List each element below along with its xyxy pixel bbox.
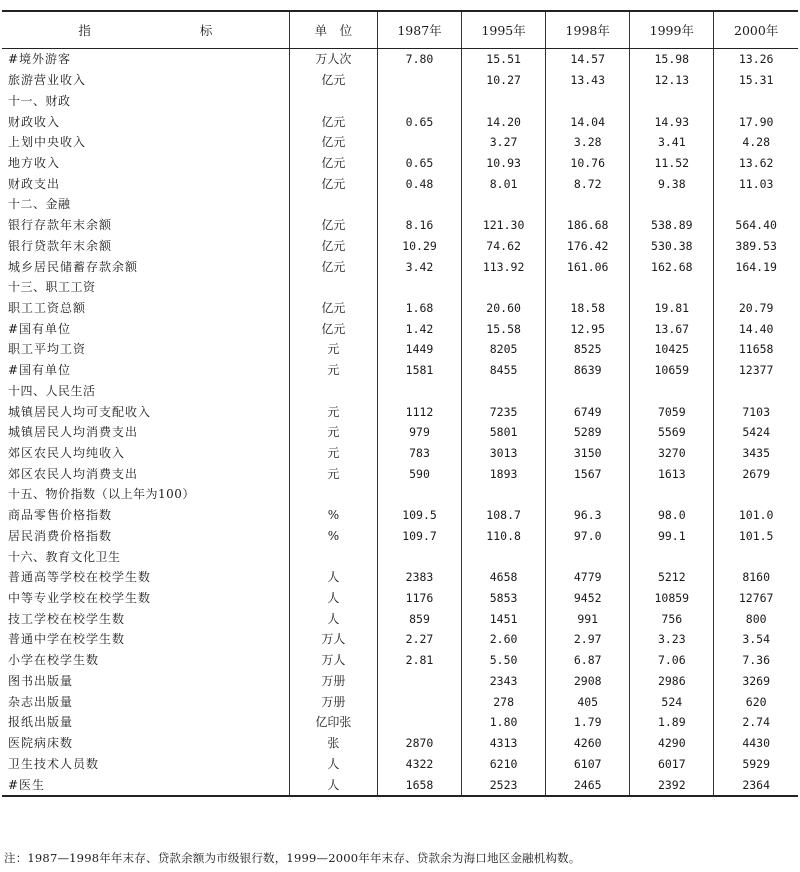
cell-2000: 2.74 [714,712,798,733]
cell-1987: 2383 [377,567,461,588]
cell-1987: 590 [377,463,461,484]
table-row [2,588,798,609]
header-year-1999: 1999年 [630,11,714,49]
table-row [2,505,798,526]
table-row [2,629,798,650]
cell-1987 [377,194,461,215]
cell-1987 [377,70,461,91]
cell-2000: 12767 [714,588,798,609]
cell-indicator: 十三、职工工资 [8,280,96,295]
cell-1987 [377,277,461,298]
table-row [2,318,798,339]
cell-1995: 8455 [462,360,546,381]
cell-unit: 人 [289,588,377,609]
cell-1995: 10.27 [462,70,546,91]
cell-unit: 亿元 [289,153,377,174]
cell-1998: 18.58 [546,298,630,319]
cell-2000: 3269 [714,671,798,692]
cell-1998 [546,546,630,567]
cell-indicator: 商品零售价格指数 [8,508,113,523]
cell-1998 [546,381,630,402]
cell-1987: 8.16 [377,215,461,236]
cell-indicator: 十五、物价指数（以上年为100） [8,487,195,502]
cell-1998: 1.79 [546,712,630,733]
cell-1998: 6107 [546,753,630,774]
cell-1995: 7235 [462,401,546,422]
cell-1998: 5289 [546,422,630,443]
cell-2000 [714,546,798,567]
table-row [2,153,798,174]
cell-1999: 2986 [630,671,714,692]
cell-indicator: #国有单位 [8,363,72,378]
cell-indicator: 郊区农民人均纯收入 [8,446,126,461]
cell-indicator: #医生 [2,774,289,796]
cell-1998: 2465 [546,774,630,796]
cell-1995: 15.58 [462,318,546,339]
cell-unit: % [289,526,377,547]
cell-1995: 2523 [462,774,546,796]
cell-1999: 6017 [630,753,714,774]
table-row [2,401,798,422]
cell-1999: 7.06 [630,650,714,671]
table-row [2,774,798,796]
cell-indicator: #国有单位 [8,321,72,336]
cell-1999: 12.13 [630,70,714,91]
cell-indicator: 职工工资总额 [8,300,87,315]
cell-unit [289,381,377,402]
header-year-1995: 1995年 [462,11,546,49]
cell-1999: 1.89 [630,712,714,733]
cell-1987 [377,691,461,712]
cell-indicator: 城镇居民人均可支配收入 [8,404,152,419]
cell-2000: 17.90 [714,111,798,132]
table-row [2,546,798,567]
cell-2000 [714,381,798,402]
cell-1995: 121.30 [462,215,546,236]
cell-2000: 12377 [714,360,798,381]
header-year-1987: 1987年 [377,11,461,49]
cell-1995: 5801 [462,422,546,443]
table-row [2,277,798,298]
table-row [2,381,798,402]
cell-indicator: 居民消费价格指数 [8,528,113,543]
cell-1998 [546,277,630,298]
cell-1995: 3013 [462,443,546,464]
cell-unit: 亿元 [289,173,377,194]
cell-2000: 11658 [714,339,798,360]
cell-1999: 530.38 [630,235,714,256]
table-row [2,132,798,153]
cell-1987: 2870 [377,733,461,754]
cell-1995: 5853 [462,588,546,609]
cell-2000 [714,90,798,111]
cell-2000: 3.54 [714,629,798,650]
header-indicator: 指 标 [2,11,289,49]
cell-1998: 4779 [546,567,630,588]
cell-1987 [377,381,461,402]
cell-1995: 113.92 [462,256,546,277]
cell-2000: 164.19 [714,256,798,277]
table-row [2,650,798,671]
cell-1995: 14.20 [462,111,546,132]
cell-1995: 278 [462,691,546,712]
cell-1987: 1176 [377,588,461,609]
cell-unit: 亿元 [289,70,377,91]
cell-indicator: 城乡居民储蓄存款余额 [8,259,139,274]
table-header-row [2,11,798,49]
cell-1999 [630,381,714,402]
cell-2000: 14.40 [714,318,798,339]
cell-1998: 3.28 [546,132,630,153]
cell-1998: 991 [546,608,630,629]
cell-indicator: 银行贷款年末余额 [8,238,113,253]
cell-1998: 3150 [546,443,630,464]
cell-1995: 1451 [462,608,546,629]
cell-1998: 4260 [546,733,630,754]
cell-indicator: 郊区农民人均消费支出 [8,466,139,481]
cell-1987 [377,546,461,567]
cell-1995 [462,546,546,567]
cell-1987: 0.65 [377,111,461,132]
table-row [2,256,798,277]
cell-1995: 5.50 [462,650,546,671]
table-row [2,49,798,70]
cell-1987: 109.7 [377,526,461,547]
cell-indicator: 小学在校学生数 [8,653,100,668]
cell-indicator: 财政收入 [8,114,61,129]
cell-1998: 10.76 [546,153,630,174]
cell-indicator: 技工学校在校学生数 [8,611,126,626]
cell-1995: 2.60 [462,629,546,650]
table-row [2,484,798,505]
table-row [2,339,798,360]
cell-2000: 4.28 [714,132,798,153]
cell-unit: 万人 [289,629,377,650]
table-row [2,111,798,132]
cell-2000: 101.5 [714,526,798,547]
cell-1995 [462,484,546,505]
cell-indicator: 医院病床数 [8,736,74,751]
cell-unit: 亿元 [289,256,377,277]
cell-1998: 176.42 [546,235,630,256]
cell-1999: 15.98 [630,49,714,70]
cell-1995: 6210 [462,753,546,774]
cell-1998: 186.68 [546,215,630,236]
cell-1995: 110.8 [462,526,546,547]
cell-1998: 14.57 [546,49,630,70]
cell-1999: 11.52 [630,153,714,174]
cell-1995: 10.93 [462,153,546,174]
cell-1987: 3.42 [377,256,461,277]
cell-2000: 620 [714,691,798,712]
cell-unit: 亿元 [289,235,377,256]
table-row [2,360,798,381]
cell-1998: 96.3 [546,505,630,526]
cell-1987: 4322 [377,753,461,774]
cell-unit: 元 [289,401,377,422]
cell-1995: 4313 [462,733,546,754]
cell-1987: 1.68 [377,298,461,319]
cell-1995: 1893 [462,463,546,484]
cell-1998: 8.72 [546,173,630,194]
cell-1998: 161.06 [546,256,630,277]
cell-2000: 2679 [714,463,798,484]
cell-1998 [546,484,630,505]
cell-1995: 108.7 [462,505,546,526]
cell-indicator: 普通中学在校学生数 [8,632,126,647]
cell-1999: 10659 [630,360,714,381]
cell-1987: 1.42 [377,318,461,339]
cell-1987 [377,712,461,733]
cell-2000: 13.26 [714,49,798,70]
cell-indicator: 杂志出版量 [8,694,74,709]
cell-1998: 1567 [546,463,630,484]
cell-1998: 8525 [546,339,630,360]
cell-1987: 979 [377,422,461,443]
cell-unit: 万人 [289,650,377,671]
cell-1999: 14.93 [630,111,714,132]
cell-1998: 6.87 [546,650,630,671]
cell-indicator: 银行存款年末余额 [8,218,113,233]
table-row [2,608,798,629]
cell-1987: 2.27 [377,629,461,650]
cell-unit: 元 [289,360,377,381]
table-row [2,215,798,236]
cell-1998: 9452 [546,588,630,609]
cell-1999: 10425 [630,339,714,360]
cell-1999: 3.23 [630,629,714,650]
cell-2000: 11.03 [714,173,798,194]
cell-2000: 8160 [714,567,798,588]
cell-2000: 2364 [714,774,798,796]
cell-unit [289,194,377,215]
table-row [2,691,798,712]
cell-2000: 15.31 [714,70,798,91]
table-row [2,443,798,464]
cell-2000 [714,194,798,215]
cell-1995: 2343 [462,671,546,692]
cell-1999: 13.67 [630,318,714,339]
cell-2000: 13.62 [714,153,798,174]
cell-indicator: 卫生技术人员数 [8,756,100,771]
header-unit: 单 位 [289,11,377,49]
cell-1995 [462,381,546,402]
cell-unit: 亿印张 [289,712,377,733]
cell-2000: 7103 [714,401,798,422]
cell-1995: 20.60 [462,298,546,319]
cell-1995: 1.80 [462,712,546,733]
cell-1999: 756 [630,608,714,629]
cell-1999: 98.0 [630,505,714,526]
cell-1987: 0.65 [377,153,461,174]
cell-1999 [630,484,714,505]
cell-1999: 5569 [630,422,714,443]
cell-indicator: 城镇居民人均消费支出 [8,425,139,440]
cell-indicator: 十四、人民生活 [8,383,96,398]
cell-1987: 1658 [377,774,461,796]
cell-1999 [630,194,714,215]
cell-1995 [462,277,546,298]
cell-1999: 9.38 [630,173,714,194]
cell-indicator: 图书出版量 [8,673,74,688]
header-year-1998: 1998年 [546,11,630,49]
cell-indicator: 财政支出 [8,176,61,191]
cell-unit [289,90,377,111]
table-row [2,712,798,733]
table-row [2,194,798,215]
cell-1995 [462,194,546,215]
cell-1999 [630,90,714,111]
cell-unit: 人 [289,774,377,796]
cell-2000: 4430 [714,733,798,754]
cell-unit: 人 [289,567,377,588]
cell-1999: 1613 [630,463,714,484]
table-body [2,49,798,796]
cell-1999: 3270 [630,443,714,464]
cell-unit: 万人次 [289,49,377,70]
cell-2000 [714,484,798,505]
cell-1987: 109.5 [377,505,461,526]
cell-1999: 7059 [630,401,714,422]
table-row [2,90,798,111]
cell-1995: 8.01 [462,173,546,194]
cell-unit: 元 [289,443,377,464]
cell-unit: 元 [289,422,377,443]
cell-1987: 0.48 [377,173,461,194]
statistics-table [2,10,798,797]
cell-2000: 5424 [714,422,798,443]
table-row [2,422,798,443]
cell-1987: 1581 [377,360,461,381]
cell-indicator: 地方收入 [8,155,61,170]
cell-1995: 3.27 [462,132,546,153]
cell-1987 [377,132,461,153]
table-row [2,235,798,256]
cell-1999 [630,546,714,567]
cell-1987: 7.80 [377,49,461,70]
cell-1987: 1112 [377,401,461,422]
cell-unit [289,546,377,567]
table-row [2,70,798,91]
cell-2000: 3435 [714,443,798,464]
cell-2000: 20.79 [714,298,798,319]
table-row [2,298,798,319]
table-row [2,463,798,484]
cell-1995: 4658 [462,567,546,588]
cell-1987: 10.29 [377,235,461,256]
cell-1999: 19.81 [630,298,714,319]
cell-unit [289,484,377,505]
table-row [2,526,798,547]
cell-unit: 亿元 [289,132,377,153]
cell-indicator: 中等专业学校在校学生数 [8,591,152,606]
cell-1999 [630,277,714,298]
cell-unit: 亿元 [289,318,377,339]
cell-2000 [714,277,798,298]
cell-1999: 10859 [630,588,714,609]
cell-2000: 564.40 [714,215,798,236]
cell-1995: 74.62 [462,235,546,256]
cell-unit: 元 [289,339,377,360]
cell-1998: 8639 [546,360,630,381]
cell-indicator: #境外游客 [8,52,72,67]
cell-1995: 15.51 [462,49,546,70]
cell-indicator: 十六、教育文化卫生 [8,549,121,564]
cell-1995 [462,90,546,111]
cell-2000: 389.53 [714,235,798,256]
cell-1987: 1449 [377,339,461,360]
cell-unit: 万册 [289,671,377,692]
cell-2000: 101.0 [714,505,798,526]
cell-1999: 162.68 [630,256,714,277]
cell-unit: 人 [289,753,377,774]
cell-1998 [546,90,630,111]
cell-1998: 14.04 [546,111,630,132]
cell-indicator: 上划中央收入 [8,135,87,150]
cell-1998: 405 [546,691,630,712]
table-row [2,567,798,588]
cell-unit: 亿元 [289,298,377,319]
cell-1999: 538.89 [630,215,714,236]
cell-1987 [377,90,461,111]
cell-1999: 5212 [630,567,714,588]
cell-1999: 524 [630,691,714,712]
cell-1998: 2.97 [546,629,630,650]
cell-1987 [377,671,461,692]
cell-unit: 亿元 [289,111,377,132]
cell-indicator: 十一、财政 [8,93,71,108]
cell-1999: 99.1 [630,526,714,547]
cell-unit: 人 [289,608,377,629]
cell-2000: 7.36 [714,650,798,671]
table-row [2,671,798,692]
cell-1998: 2908 [546,671,630,692]
cell-indicator: 报纸出版量 [8,715,74,730]
header-year-2000: 2000年 [714,11,798,49]
cell-unit: 万册 [289,691,377,712]
cell-unit: % [289,505,377,526]
cell-1987 [377,484,461,505]
cell-indicator: 职工平均工资 [8,342,87,357]
cell-1998: 6749 [546,401,630,422]
cell-1999: 2392 [630,774,714,796]
cell-1995: 8205 [462,339,546,360]
cell-1998: 13.43 [546,70,630,91]
cell-1987: 783 [377,443,461,464]
table-row [2,753,798,774]
cell-2000: 800 [714,608,798,629]
cell-1999: 4290 [630,733,714,754]
table-row [2,173,798,194]
table-row [2,733,798,754]
cell-unit: 张 [289,733,377,754]
cell-1987: 2.81 [377,650,461,671]
cell-1998: 12.95 [546,318,630,339]
cell-2000: 5929 [714,753,798,774]
cell-indicator: 旅游营业收入 [8,73,87,88]
cell-unit [289,277,377,298]
cell-1987: 859 [377,608,461,629]
cell-1998 [546,194,630,215]
cell-unit: 亿元 [289,215,377,236]
footnote: 注：1987—1998年年末存、贷款余额为市级银行数，1999—2000年年末存、贷款余为海口地区金融机构数。 [4,851,581,865]
cell-1998: 97.0 [546,526,630,547]
cell-unit: 元 [289,463,377,484]
cell-indicator: 普通高等学校在校学生数 [8,570,152,585]
cell-indicator: 十二、金融 [8,197,71,212]
cell-1999: 3.41 [630,132,714,153]
